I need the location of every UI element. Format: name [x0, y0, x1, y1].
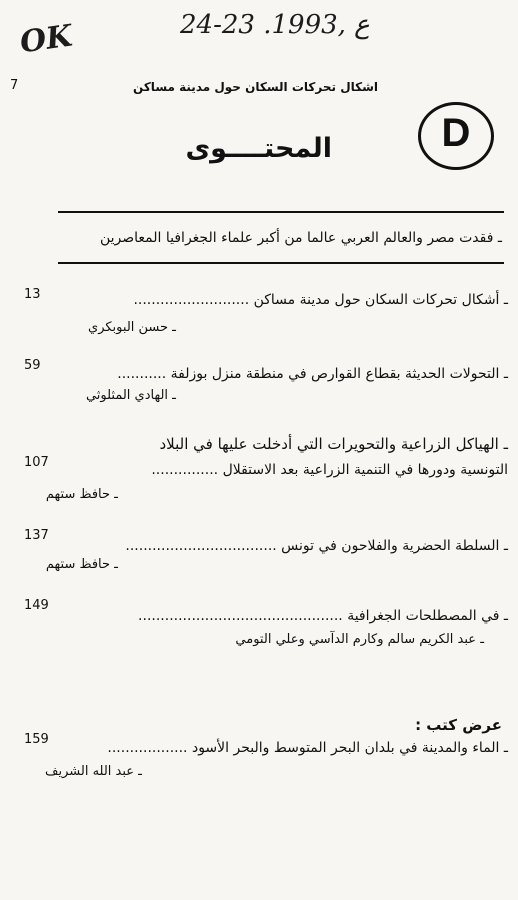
toc-entry-page: 149	[24, 598, 49, 613]
toc-entry-author: ـ الهادي المثلوثي	[85, 388, 176, 403]
toc-entry-title: ـ في المصطلحات الجغرافية ..............................................	[138, 608, 508, 624]
running-title: اشكال تحركات السكان حول مدينة مساكن	[133, 80, 378, 94]
page-number: 7	[10, 78, 19, 93]
toc-entry-author: ـ حسن البوبكري	[88, 320, 176, 335]
handwritten-ok-mark: OK	[17, 18, 75, 61]
toc-entry-title-continued: التونسية ودورها في التنمية الزراعية بعد الاستقلال ...............	[151, 462, 508, 478]
bottom-rule	[58, 262, 504, 264]
toc-entry-author: ـ حافظ ستهم	[45, 557, 118, 572]
toc-entry-author: ـ حافظ ستهم	[45, 487, 118, 502]
toc-entry-page: 59	[24, 358, 41, 373]
toc-entry-page: 13	[24, 287, 41, 302]
handwritten-date: 24-23 .ع ,1993	[180, 10, 370, 40]
obituary-line: ـ فقدت مصر والعالم العربي عالما من أكبر علماء الجغرافيا المعاصرين	[99, 230, 502, 246]
contents-title: المحتــــوى	[185, 133, 332, 164]
review-entry-title: ـ الماء والمدينة في بلدان البحر المتوسط والبحر الأسود ..................	[107, 740, 508, 756]
toc-entry-page: 137	[24, 528, 49, 543]
review-entry-page: 159	[24, 732, 49, 747]
toc-entry-title: ـ أشكال تحركات السكان حول مدينة مساكن ..........................	[133, 292, 508, 308]
seal-letter: D	[441, 111, 471, 155]
circled-letter-seal	[418, 102, 494, 170]
toc-entry-title: ـ الهياكل الزراعية والتحويرات التي أدخلت عليها في البلاد	[159, 435, 508, 453]
toc-entry-page: 107	[24, 455, 49, 470]
toc-entry-author: ـ عبد الكريم سالم وكارم الدآسي وعلي التومي	[235, 632, 484, 647]
toc-entry-title: ـ السلطة الحضرية والفلاحون في تونس ..................................	[125, 538, 508, 554]
reviews-heading: عرض كتب :	[415, 716, 502, 734]
review-entry-author: ـ عبد الله الشريف	[45, 764, 142, 779]
top-rule	[58, 211, 504, 213]
toc-entry-title: ـ التحولات الحديثة بقطاع القوارص في منطقة منزل بوزلفة ...........	[117, 366, 508, 382]
